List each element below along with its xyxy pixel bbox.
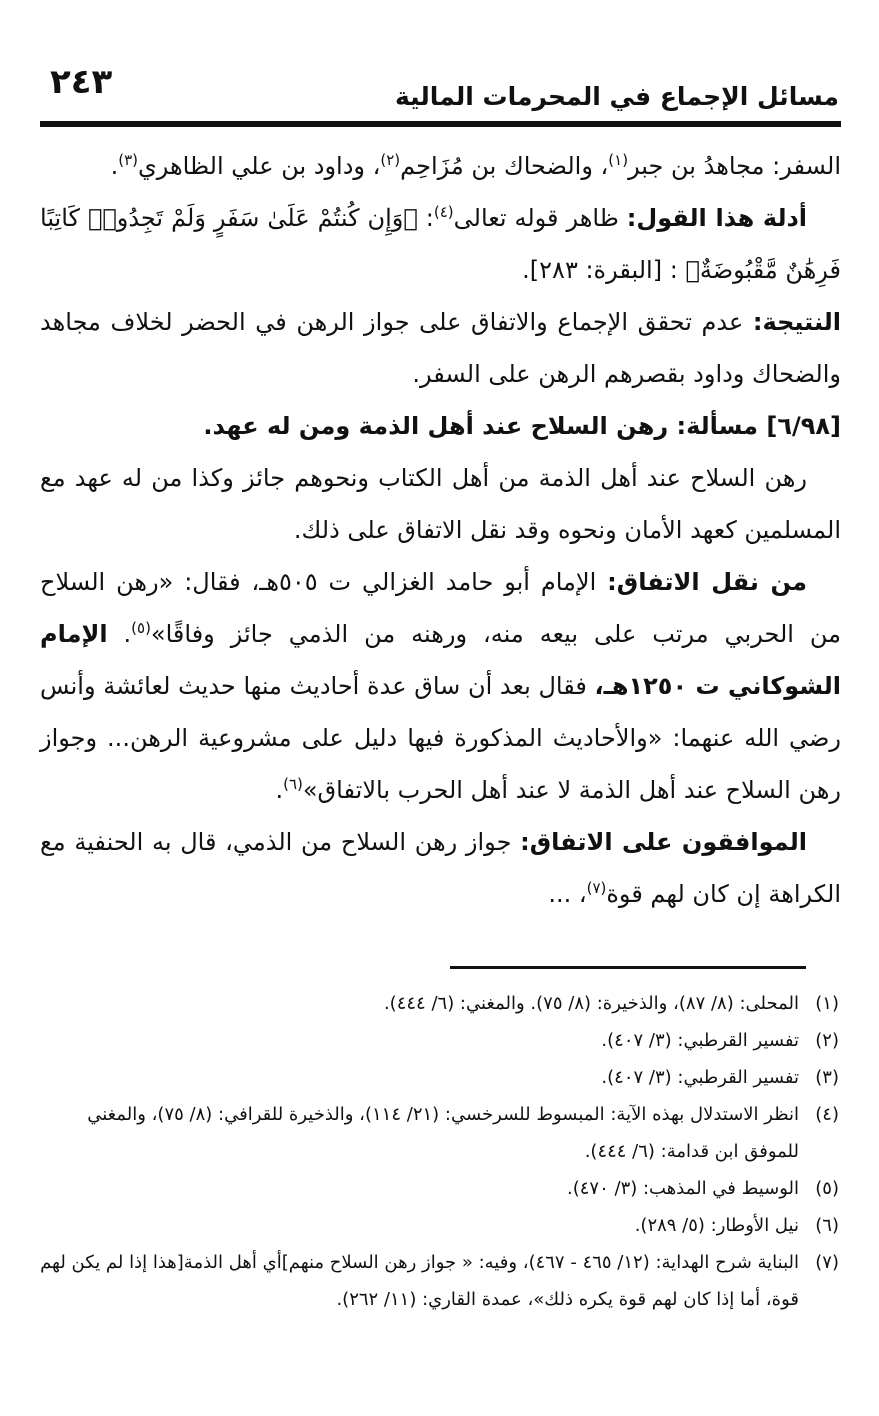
footnote-text: نيل الأوطار: (٥/ ٢٨٩). — [634, 1215, 799, 1236]
issue-heading — [40, 400, 841, 452]
footnote — [34, 1059, 839, 1096]
footnotes — [34, 985, 839, 1318]
issue-code: [٦/٩٨] — [766, 412, 841, 440]
section-label: الموافقون على الاتفاق: — [520, 828, 807, 856]
issue-title: مسألة: رهن السلاح عند أهل الذمة ومن له عهد. — [203, 412, 767, 440]
paragraph-ruling — [40, 452, 841, 556]
footnote-number: (٦) — [815, 1215, 839, 1236]
footnote-separator — [450, 966, 806, 969]
footnote-text: تفسير القرطبي: (٣/ ٤٠٧). — [601, 1067, 799, 1088]
footnote-ref[interactable]: (٤) — [433, 203, 454, 221]
footnote — [34, 1170, 839, 1207]
footnote-ref[interactable]: (٧) — [586, 879, 607, 897]
paragraph-evidence — [40, 192, 841, 296]
footnote — [34, 985, 839, 1022]
section-label: من نقل الاتفاق: — [607, 568, 808, 596]
text-run: عدم تحقق الإجماع والاتفاق على جواز الرهن في الحضر لخلاف مجاهد والضحاك وداود بقصرهم الرهن على السفر. — [40, 308, 841, 388]
footnote-number: (١) — [815, 993, 839, 1014]
section-label: أدلة هذا القول: — [626, 204, 808, 232]
footnote-number: (٣) — [815, 1067, 839, 1088]
header-rule — [40, 121, 841, 127]
footnote-text: البناية شرح الهداية: (١٢/ ٤٦٥ - ٤٦٧)، وفيه: « جواز رهن السلاح منهم]أي أهل الذمة[هذا إذا لم يكن لهم قوة، أما إذا كان لهم قوة يكره ذلك»، عمدة القاري: (١١/ ٢٦٢). — [40, 1252, 799, 1310]
text-run: الإمام أبو حامد الغزالي ت ٥٠٥هـ، فقال: «رهن السلاح من الحربي مرتب على بيعه منه، ورهنه من الذمي جائز وفاقًا» — [40, 568, 841, 648]
paragraph-agreement-transmitters — [40, 556, 841, 816]
text-run: رهن السلاح عند أهل الذمة من أهل الكتاب ونحوهم جائز وكذا من له عهد مع المسلمين كعهد الأمان ونحوه وقد نقل الاتفاق على ذلك. — [40, 464, 841, 544]
text-run: ، وداود بن علي الظاهري — [138, 152, 381, 180]
section-label: النتيجة: — [752, 308, 841, 336]
footnote — [34, 1244, 839, 1318]
footnote — [34, 1096, 839, 1170]
running-title: مسائل الإجماع في المحرمات المالية — [394, 82, 839, 111]
text-run: ظاهر قوله تعالى — [453, 204, 627, 232]
text-run: جواز رهن السلاح من الذمي، قال به الحنفية مع الكراهة إن كان لهم قوة — [40, 828, 841, 908]
footnote-number: (٥) — [815, 1178, 839, 1199]
footnote-number: (٤) — [815, 1104, 839, 1125]
footnote-text: تفسير القرطبي: (٣/ ٤٠٧). — [601, 1030, 799, 1051]
paragraph-agreeing — [40, 816, 841, 920]
footnote-number: (٢) — [815, 1030, 839, 1051]
footnote — [34, 1207, 839, 1244]
footnote — [34, 1022, 839, 1059]
footnote-ref[interactable]: (٥) — [131, 619, 151, 637]
text-run: : — [417, 204, 434, 232]
footnote-text: المحلى: (٨/ ٨٧)، والذخيرة: (٨/ ٧٥). والمغني: (٦/ ٤٤٤). — [383, 993, 799, 1014]
text-run: السفر: مجاهدُ بن جبر — [628, 152, 841, 180]
text-run: ، والضحاك بن مُزَاحِم — [400, 152, 609, 180]
text-run: ، ... — [548, 880, 587, 908]
paragraph-narrators — [40, 140, 841, 192]
footnote-text: الوسيط في المذهب: (٣/ ٤٧٠). — [567, 1178, 799, 1199]
text-run: فقال بعد أن ساق عدة أحاديث منها حديث لعائشة وأنس رضي الله عنهما: «والأحاديث المذكورة فيها دليل على مشروعية الرهن... وجواز رهن السلاح عند أهل الذمة لا عند أهل الحرب بالاتفاق» — [40, 672, 841, 804]
text-run: . — [110, 152, 119, 180]
quran-verse: ﴿وَإِن كُنتُمْ عَلَىٰ سَفَرٍ وَلَمْ تَجِدُوا۟ كَاتِبًا فَرِهَٰنٌ مَّقْبُوضَةٌ﴾ — [40, 204, 841, 284]
text-run: . — [107, 620, 132, 648]
page-number: ٢٤٣ — [50, 62, 113, 102]
footnote-ref[interactable]: (٢) — [380, 151, 401, 169]
text-run: : [البقرة: ٢٨٣]. — [522, 256, 686, 284]
footnote-ref[interactable]: (٣) — [118, 151, 138, 169]
scholar-name: الإمام الشوكاني ت ١٢٥٠هـ، — [40, 620, 842, 700]
footnote-ref[interactable]: (١) — [608, 151, 629, 169]
paragraph-result — [40, 296, 841, 400]
footnote-text: انظر الاستدلال بهذه الآية: المبسوط للسرخسي: (٢١/ ١١٤)، والذخيرة للقرافي: (٨/ ٧٥)، والمغني للموفق ابن قدامة: (٦/ ٤٤٤). — [87, 1104, 799, 1162]
footnote-ref[interactable]: (٦) — [283, 775, 303, 793]
text-run: . — [275, 776, 284, 804]
footnote-number: (٧) — [815, 1252, 839, 1273]
main-text — [40, 140, 841, 920]
